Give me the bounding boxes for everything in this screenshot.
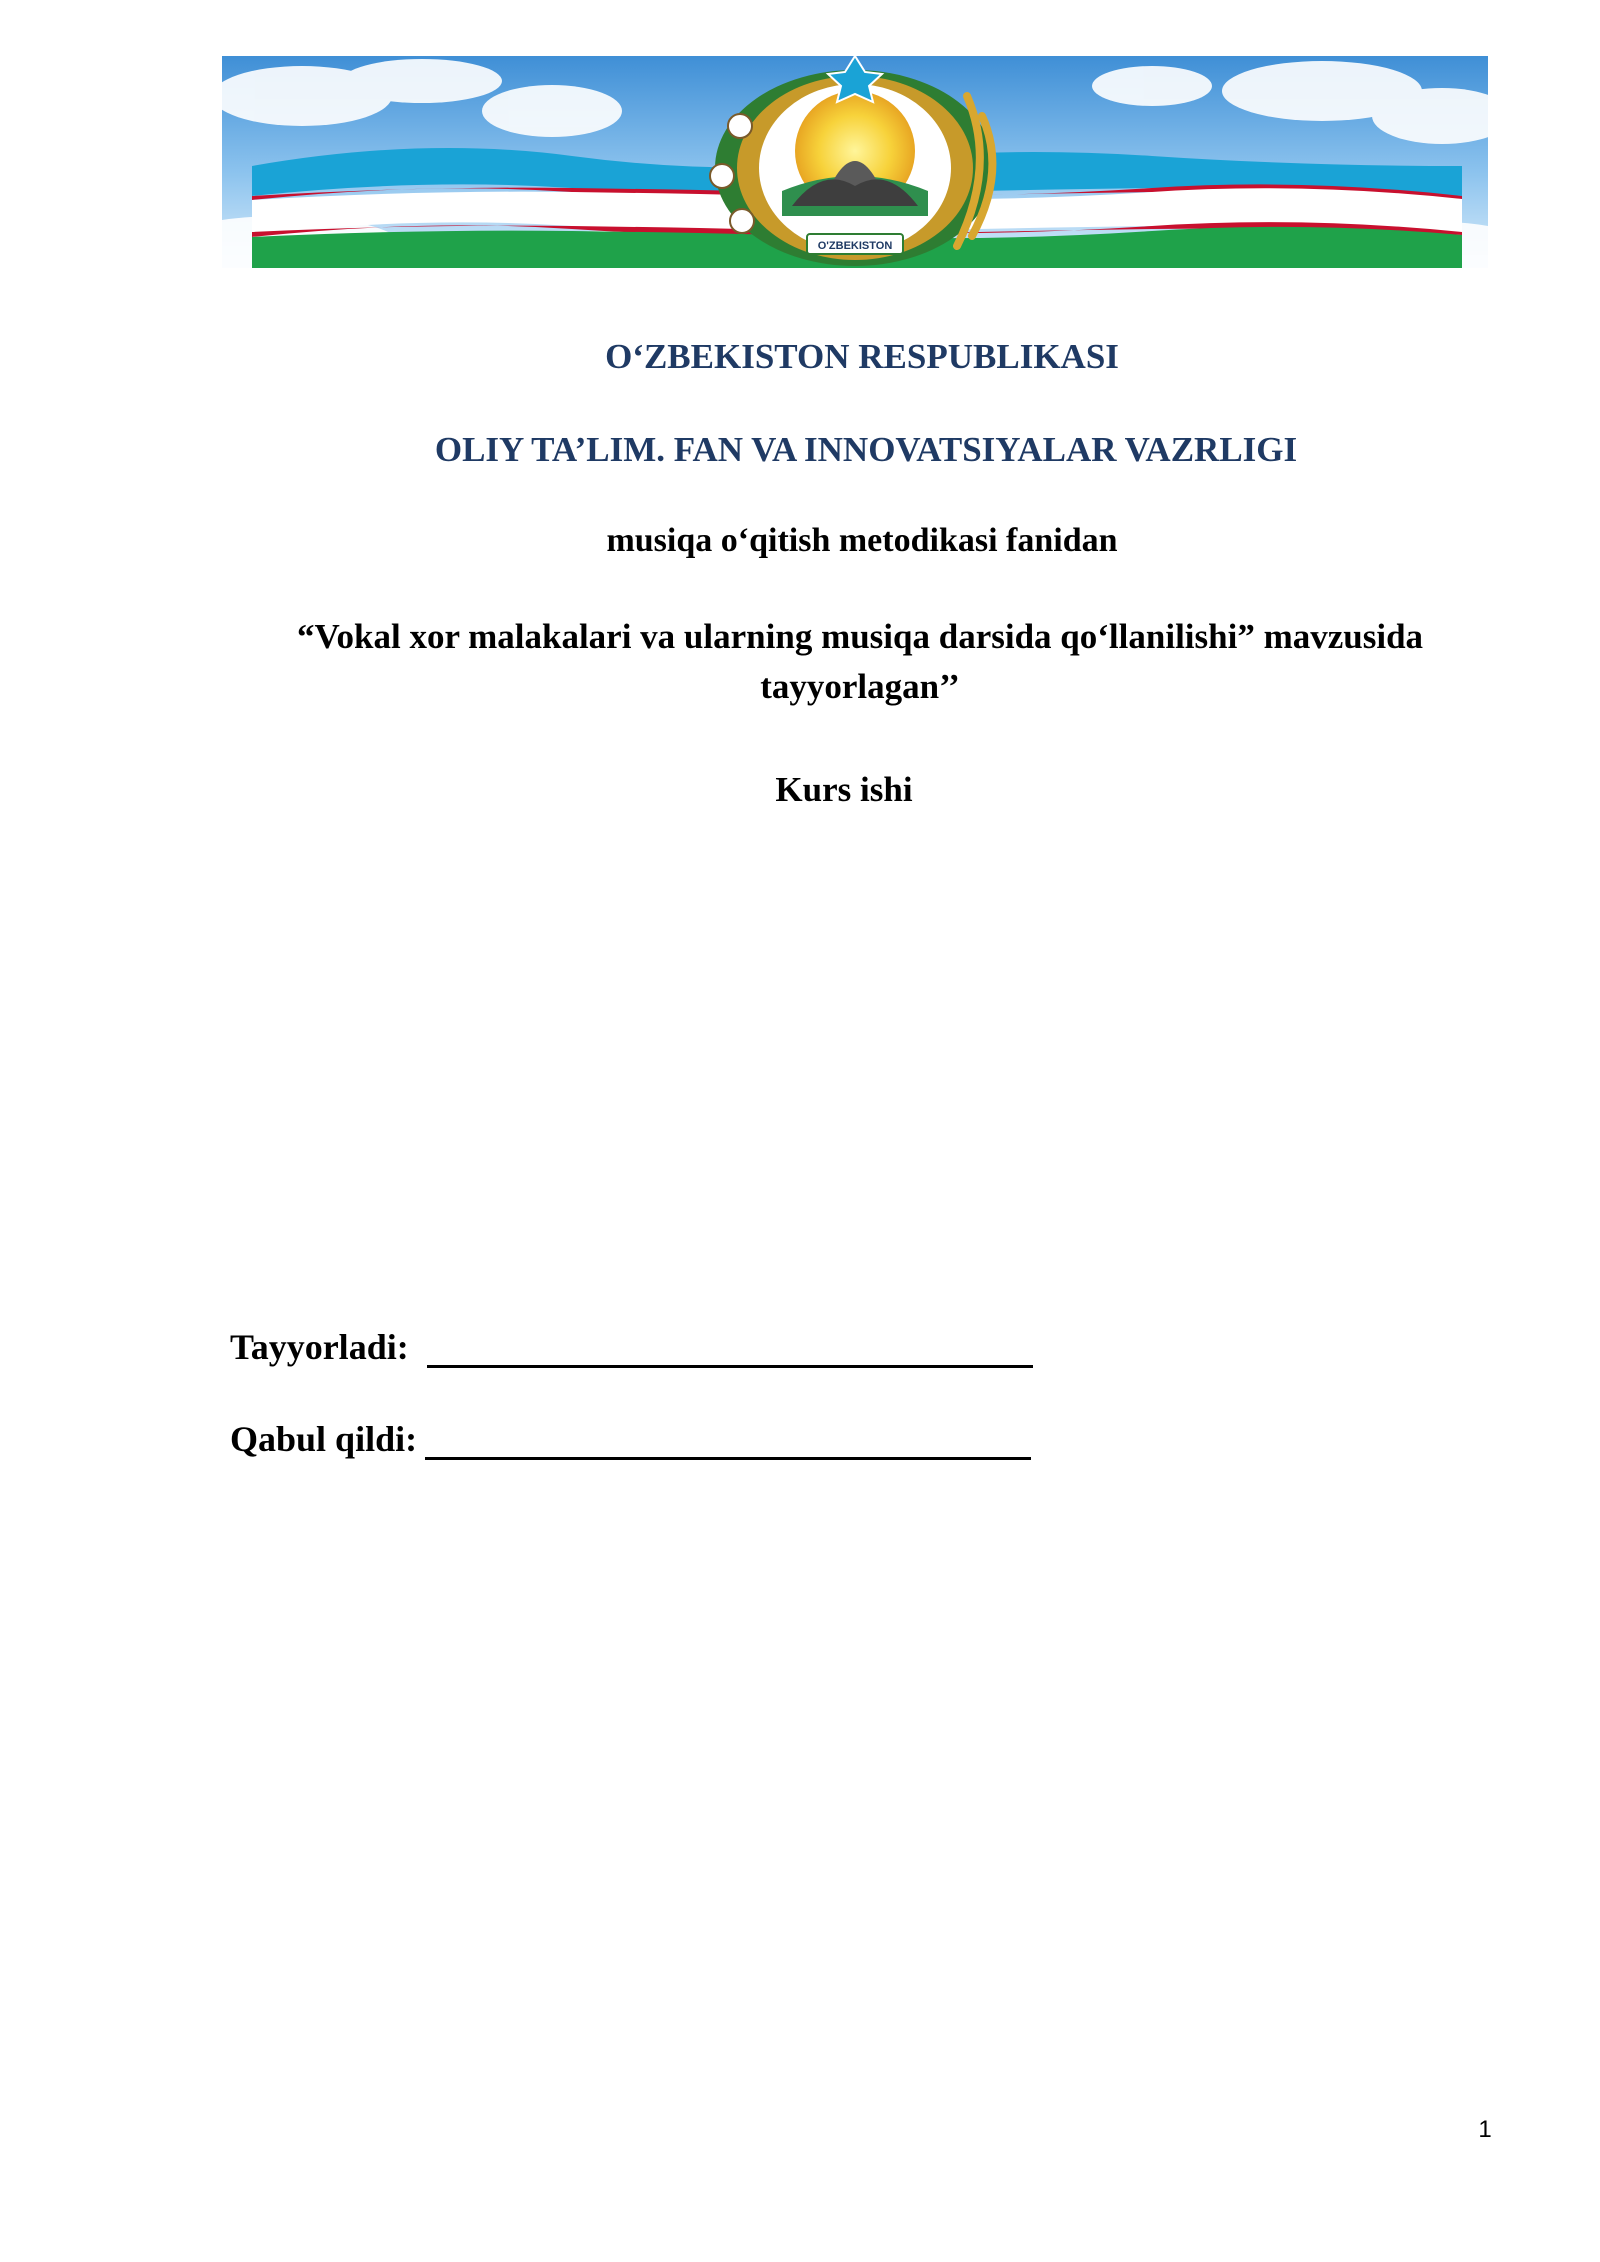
prepared-by-blank-line xyxy=(427,1329,1033,1368)
header-banner xyxy=(222,56,1488,268)
accepted-by-label: Qabul qildi: xyxy=(230,1419,418,1459)
accepted-by-blank-line xyxy=(425,1421,1031,1460)
work-type-heading: Kurs ishi xyxy=(775,770,913,809)
topic-line-1: “Vokal xor malakalari va ularning musiqa darsida qo‘llanilishi” mavzusida xyxy=(296,617,1424,656)
ministry-heading: OLIY TA’LIM. FAN VA INNOVATSIYALAR VAZRLIGI xyxy=(434,430,1298,469)
page-number: 1 xyxy=(1478,2116,1492,2143)
topic-line-2: tayyorlagan’’ xyxy=(760,667,960,706)
svg-text:O'ZBEKISTON: O'ZBEKISTON xyxy=(817,240,893,252)
prepared-by-row xyxy=(230,1326,1033,1368)
prepared-by-label: Tayyorladi: xyxy=(230,1327,409,1367)
subject-heading: musiqa o‘qitish metodikasi fanidan xyxy=(606,522,1118,559)
topic-heading xyxy=(240,612,1480,712)
accepted-by-row xyxy=(230,1418,1031,1460)
flag-emblem-banner-image xyxy=(222,56,1488,268)
republic-heading: O‘ZBEKISTON RESPUBLIKASI xyxy=(605,337,1119,376)
